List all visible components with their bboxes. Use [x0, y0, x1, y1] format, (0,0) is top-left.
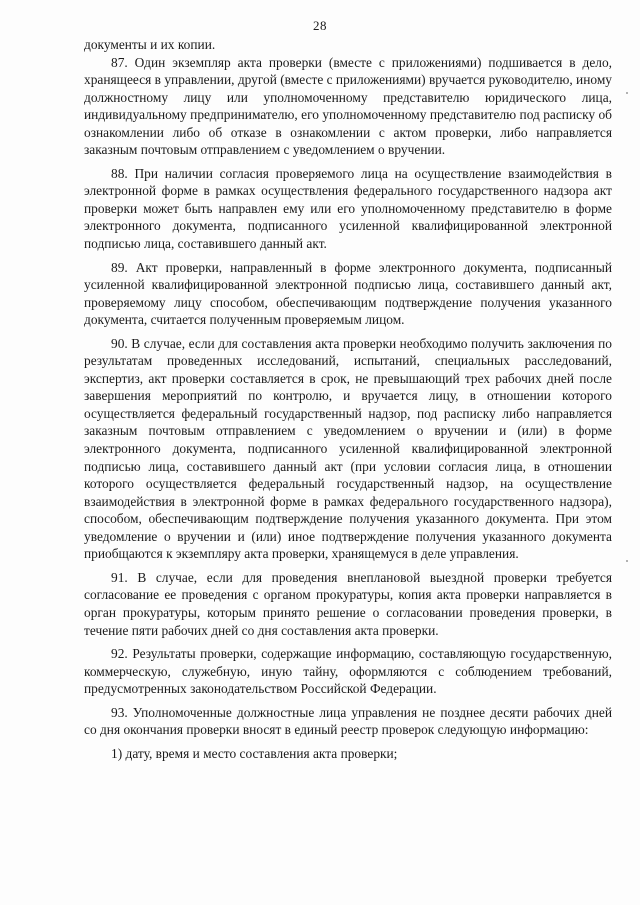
- scan-speck: [626, 92, 628, 94]
- paragraph-90: 90. В случае, если для составления акта проверки необходимо получить заключения по результатам проведенных исследований, испытаний, специальных расследований, экспертиз, акт проверки составляется в срок, не превышающий трех рабочих дней после завершения мероприятий по контролю, и вручается лицу, в отношении которого осуществляется федеральный государственный надзор, под расписку либо направляется заказным почтовым отправлением с уведомлением о вручении и (или) в форме электронного документа, подписанного усиленной квалифицированной электронной подписью лица, составившего данный акт (при условии согласия лица, в отношении которого осуществляется федеральный государственный надзор, на осуществление взаимодействия в электронной форме в рамках федерального государственного надзора), способом, обеспечивающим подтверждение получения указанного документа. При этом уведомление о вручении и (или) иное подтверждение получения указанного документа приобщаются к экземпляру акта проверки, хранящемуся в деле управления.: [84, 335, 612, 562]
- document-body: [84, 36, 612, 762]
- paragraph-93: 93. Уполномоченные должностные лица управления не позднее десяти рабочих дней со дня окончания проверки вносят в единый реестр проверок следующую информацию:: [84, 704, 612, 738]
- paragraph-91: 91. В случае, если для проведения внеплановой выездной проверки требуется согласование ее проведения с органом прокуратуры, копия акта проверки направляется в орган прокуратуры, которым принято решение о согласовании проведения проверки, в течение пяти рабочих дней со дня составления акта проверки.: [84, 569, 612, 638]
- paragraph-92: 92. Результаты проверки, содержащие информацию, составляющую государственную, коммерческую, служебную, иную тайну, оформляются с соблюдением требований, предусмотренных законодательством Российской Федерации.: [84, 646, 612, 697]
- paragraph-89: 89. Акт проверки, направленный в форме электронного документа, подписанный усиленной квалифицированной электронной подписью лица, составившего данный акт, проверяемому лицу способом, обеспечивающим подтверждение получения указанного документа, считается полученным проверяемым лицом.: [84, 259, 612, 328]
- paragraph-87: 87. Один экземпляр акта проверки (вместе с приложениями) подшивается в дело, хранящееся в управлении, другой (вместе с приложениями) вручается руководителю, иному должностному лицу или уполномоченному представителю юридического лица, индивидуальному предпринимателю, его уполномоченному представителю под расписку об ознакомлении либо об отказе в ознакомлении с актом проверки, либо направляется заказным почтовым отправлением с уведомлением о вручении.: [84, 54, 612, 158]
- paragraph-88: 88. При наличии согласия проверяемого лица на осуществление взаимодействия в электронной форме в рамках осуществления федерального государственного надзора акт проверки может быть направлен ему или его уполномоченному представителю в форме электронного документа, подписанного усиленной квалифицированной электронной подписью лица, составившего данный акт.: [84, 165, 612, 252]
- paragraph-continuation: документы и их копии.: [84, 37, 216, 52]
- paragraph-93-item-1: 1) дату, время и место составления акта проверки;: [111, 745, 398, 761]
- page-number: 28: [313, 18, 327, 33]
- scan-speck: [626, 560, 628, 562]
